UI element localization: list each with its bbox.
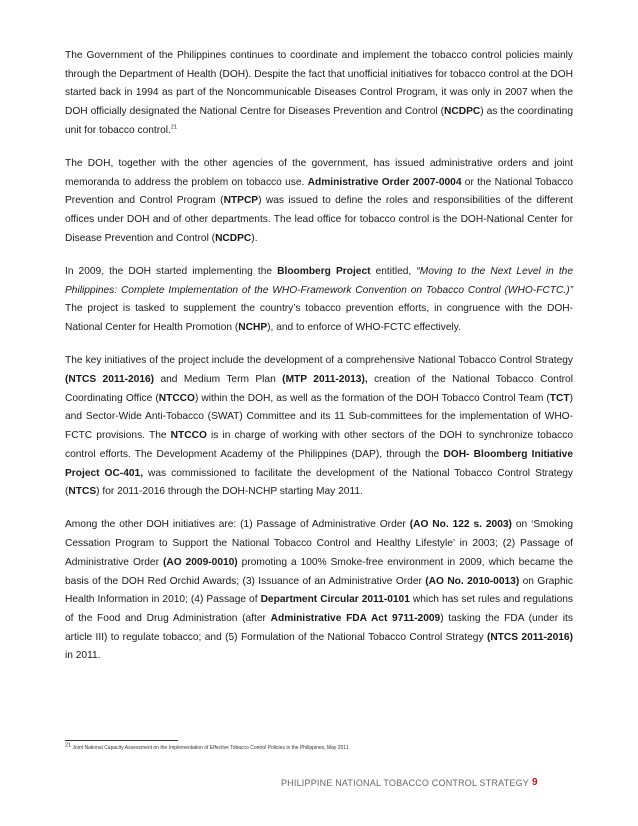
paragraph-key-initiatives — [65, 352, 573, 502]
bold-text: (AO No. 2010-0013) — [425, 575, 520, 587]
text-run: entitled, — [370, 266, 417, 278]
text-run: which has set rules and regulations of the Food and Drug Administration (after — [65, 594, 573, 624]
bold-text: TCT — [549, 392, 570, 404]
text-run: was commissioned to facilitate the development of the National Tobacco Control Strategy ( — [65, 467, 573, 498]
page-number: 9 — [532, 777, 538, 788]
text-run: The Government of the Philippines continues to coordinate and implement the tobacco control policies mainly through the Department of Health (DOH). Despite the fact that unofficial initiatives for tobacco control at the DOH started back in 1994 as part of the Noncommunicable Diseases Control Program, it was only in 2007 when the DOH officially designated the National Centre for Diseases Prevention and Control ( — [65, 50, 573, 118]
text-run: creation of the National Tobacco Control Coordinating Office ( — [65, 374, 573, 404]
bold-text: Administrative Order 2007-0004 — [307, 176, 462, 188]
bold-text: NTCCO — [158, 392, 195, 404]
bold-text: NCHP — [238, 322, 268, 334]
bold-text: NTCS — [68, 486, 97, 498]
paragraph-other-initiatives — [65, 516, 573, 666]
text-run: ) and Sector-Wide Anti-Tobacco (SWAT) Committee and its 11 Sub-committees for the implementation of WHO-FCTC provisions. The — [65, 392, 573, 442]
bold-text: NTCCO — [170, 430, 207, 442]
bold-text: Administrative FDA Act 9711-2009 — [270, 612, 441, 624]
text-run: and Medium Term Plan — [154, 374, 283, 386]
text-run: In 2009, the DOH started implementing the — [65, 266, 278, 278]
text-run: Among the other DOH initiatives are: (1) Passage of Administrative Order — [65, 519, 410, 531]
bold-text: (NTCS 2011-2016) — [486, 631, 573, 643]
bold-text: Bloomberg Project — [277, 266, 371, 278]
bold-text: (AO 2009-0010) — [162, 556, 238, 568]
text-run: ) for 2011-2016 through the DOH-NCHP starting May 2011. — [96, 486, 363, 498]
text-run: on ‘Smoking Cessation Program to Support the National Tobacco Control and Healthy Lifestyle’ in 2003; (2) Passage of Administrative Order — [65, 519, 573, 568]
footnote — [65, 744, 585, 752]
footnote-divider — [65, 740, 178, 741]
text-run: ), and to enforce of WHO-FCTC effectively. — [267, 322, 461, 334]
paragraph-ncdpc — [65, 47, 573, 141]
text-run: is in charge of working with other sectors of the DOH to synchronize tobacco control efforts. The Development Academy of the Philippines (DAP), through the — [65, 430, 573, 460]
bold-text: Department Circular 2011-0101 — [260, 594, 410, 606]
footnote-reference: 21 — [170, 124, 178, 131]
text-run: in 2011. — [65, 650, 101, 662]
text-run: The DOH, together with the other agencies of the government, has issued administrative orders and joint memoranda to address the problem on tobacco use. — [65, 158, 573, 188]
text-run: ) within the DOH, as well as the formation of the DOH Tobacco Control Team ( — [194, 392, 550, 404]
footnote-text: Joint National Capacity Assessment on the Implementation of Effective Tobacco Control Policies in the Philippines, May 2011 — [71, 745, 349, 751]
paragraph-ntpcp — [65, 155, 573, 249]
bold-text: (AO No. 122 s. 2003) — [409, 519, 512, 531]
italic-text: “Moving to the Next Level in the Philippines: Complete Implementation of the WHO-Framework Convention on Tobacco Control (WHO-FCTC.)” — [65, 266, 573, 296]
paragraph-bloomberg-project — [65, 263, 573, 338]
bold-text: NCDPC — [215, 232, 252, 244]
bold-text: NTPCP — [223, 195, 259, 207]
bold-text: DOH- Bloomberg Initiative Project OC-401, — [65, 448, 573, 479]
text-run: The key initiatives of the project include the development of a comprehensive National Tobacco Control Strategy — [65, 355, 573, 367]
text-run: ) as the coordinating unit for tobacco control. — [65, 106, 574, 136]
footer-title: PHILIPPINE NATIONAL TOBACCO CONTROL STRATEGY — [280, 778, 529, 788]
footnote-marker: 21 — [65, 742, 72, 749]
bold-text: (MTP 2011-2013), — [282, 374, 368, 386]
text-run: ) was issued to define the roles and responsibilities of the different offices under DOH and of other departments. The lead office for tobacco control is the DOH-National Center for Disease Prevention and Control ( — [65, 195, 573, 244]
text-run: on Graphic Health Information in 2010; (4) Passage of — [65, 575, 573, 606]
text-run: promoting a 100% Smoke-free environment in 2009, which became the basis of the DOH Red Orchid Awards; (3) Issuance of an Administrative Order — [65, 556, 573, 587]
bold-text: NCDPC — [444, 106, 481, 118]
main-content — [65, 47, 573, 681]
bold-text: (NTCS 2011-2016) — [65, 374, 155, 386]
text-run: ). — [251, 232, 258, 244]
text-run: ) tasking the FDA (under its article III) to regulate tobacco; and (5) Formulation of the National Tobacco Control Strategy — [65, 612, 573, 643]
text-run: or the National Tobacco Prevention and Control Program ( — [65, 176, 574, 207]
text-run: The project is tasked to supplement the country’s tobacco prevention efforts, in congruence with the DOH-National Center for Health Promotion ( — [65, 303, 573, 334]
